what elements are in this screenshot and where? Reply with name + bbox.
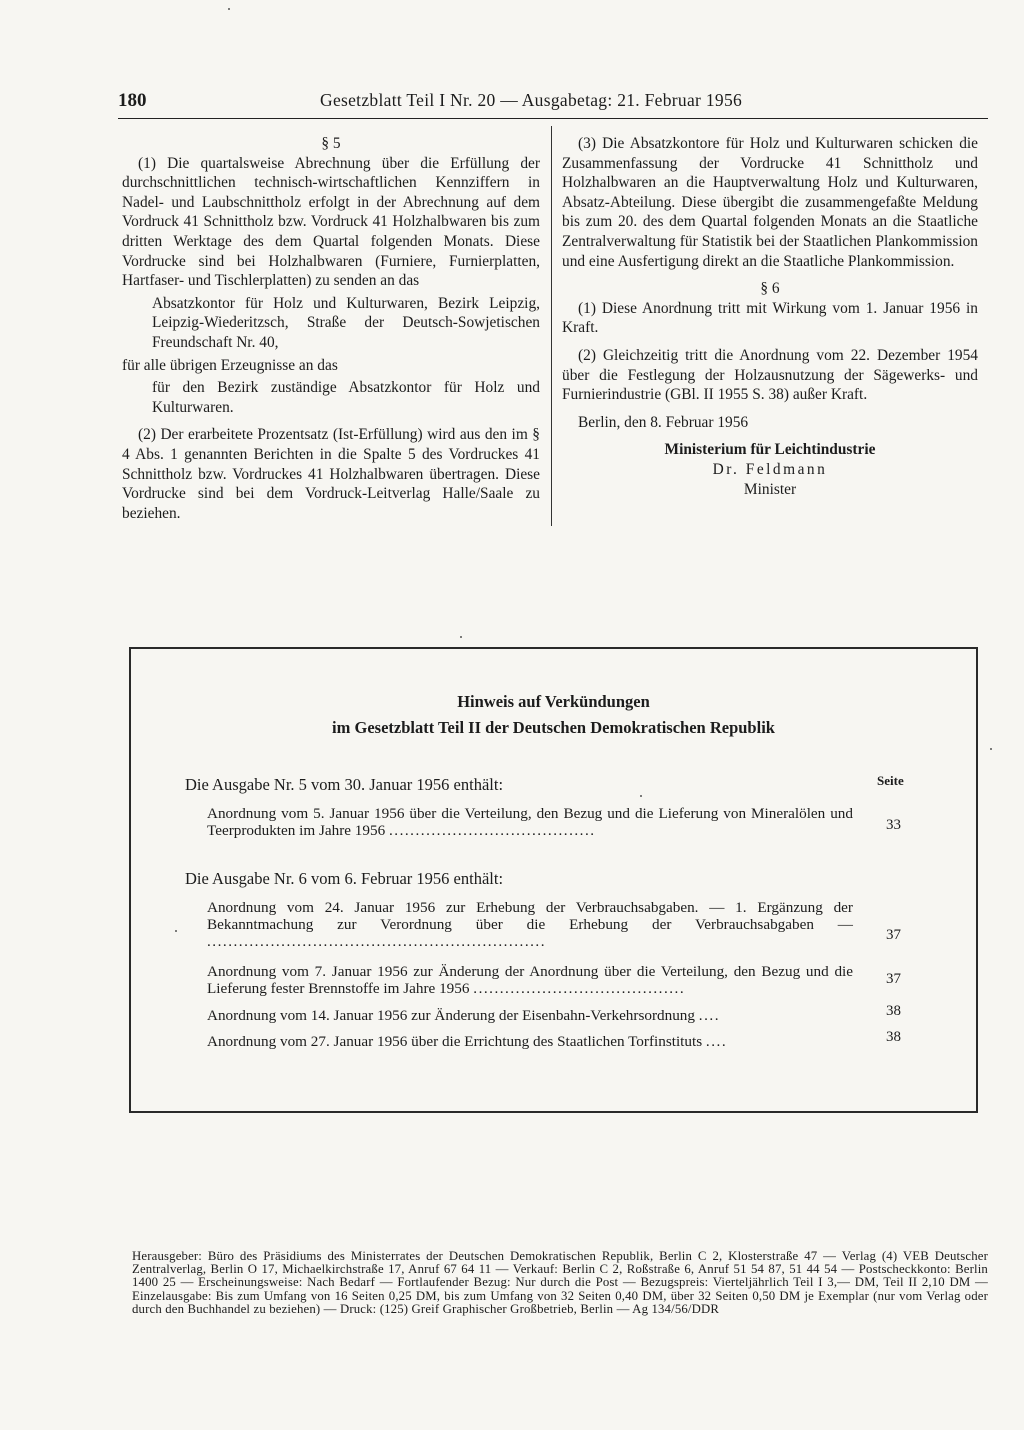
notice-box <box>129 647 978 1113</box>
page-number: 180 <box>118 90 147 111</box>
notice-entry-text: Anordnung vom 14. Januar 1956 zur Änderung der Eisenbahn-Verkehrsordnung <box>207 1007 695 1024</box>
running-title: Gesetzblatt Teil I Nr. 20 — Ausgabetag: 21. Februar 1956 <box>320 90 743 110</box>
left-column <box>122 134 540 523</box>
imprint-footer: Herausgeber: Büro des Präsidiums des Ministerrates der Deutschen Demokratischen Republik, Berlin C 2, Klosterstraße 47 — Verlag (4) VEB Deutscher Zentralverlag, Berlin O 17, Michaelkirchstraße 17, Anruf 67 64 11 — Verkauf: Berlin C 2, Roßstraße 6, Anruf 51 54 87, 51 44 54 — Postscheckkonto: Berlin 1400 25 — Erscheinungsweise: Nach Bedarf — Fortlaufender Bezug: Nur durch die Post — Bezugspreis: Vierteljährlich Teil I 3,— DM, Teil II 2,10 DM — Einzelausgabe: Bis zum Umfang von 16 Seiten 0,25 DM, bis zum Umfang von 32 Seiten 0,40 DM, über 32 Seiten 0,50 DM je Exemplar (nur vom Verlag oder durch den Buchhandel zu beziehen) — Druck: (125) Greif Graphischer Großbetrieb, Berlin — Ag 134/56/DDR <box>132 1249 988 1316</box>
print-speck <box>228 8 230 10</box>
right-column <box>562 134 978 499</box>
notice-entry-page: 38 <box>886 1003 901 1019</box>
paragraph-6-2: (2) Gleichzeitig tritt die Anordnung vom 22. Dezember 1954 über die Festlegung der Holzausnutzung der Sägewerks- und Furnierindustrie (GBl. II 1955 S. 38) außer Kraft. <box>562 346 978 404</box>
column-divider <box>551 126 552 526</box>
notice-title <box>131 689 976 741</box>
address-leipzig: Absatzkontor für Holz und Kulturwaren, Bezirk Leipzig, Leipzig-Wiederitzsch, Straße der Deutsch-Sowjetischen Freundschaft Nr. 40, <box>152 294 540 351</box>
seite-label: Seite <box>877 773 904 788</box>
issue-heading-6: Die Ausgabe Nr. 6 vom 6. Februar 1956 enthält: <box>185 869 504 888</box>
section-heading-5: § 5 <box>321 135 341 152</box>
paragraph-other-products: für alle übrigen Erzeugnisse an das <box>122 356 338 374</box>
print-speck <box>460 636 462 638</box>
page-header <box>118 90 988 114</box>
print-speck <box>175 930 177 932</box>
notice-title-line-1: Hinweis auf Verkündungen <box>457 692 650 711</box>
notice-entry: Anordnung vom 14. Januar 1956 zur Änderung der Eisenbahn-Verkehrsordnung .... <box>207 1007 720 1024</box>
notice-entry-text: Anordnung vom 24. Januar 1956 zur Erhebung der Verbrauchsabgaben. — 1. Ergänzung der Bekanntmachung zur Verordnung über die Erhebung der Verbrauchsabgaben — <box>207 899 853 933</box>
notice-entry-text: Anordnung vom 5. Januar 1956 über die Verteilung, den Bezug und die Lieferung von Mineralölen und Teerprodukten im Jahre 1956 <box>207 805 853 839</box>
header-rule <box>118 118 988 119</box>
notice-entry-text: Anordnung vom 7. Januar 1956 zur Änderung der Anordnung über die Verteilung, den Bezug und die Lieferung fester Brennstoffe im Jahre 1956 <box>207 963 853 997</box>
date-line: Berlin, den 8. Februar 1956 <box>578 413 749 431</box>
notice-entry: Anordnung vom 27. Januar 1956 über die Errichtung des Staatlichen Torfinstituts .... <box>207 1033 728 1050</box>
signer-title: Minister <box>743 480 797 498</box>
notice-entry-text: Anordnung vom 27. Januar 1956 über die Errichtung des Staatlichen Torfinstituts <box>207 1033 703 1050</box>
print-speck <box>990 748 992 750</box>
print-speck <box>640 795 642 797</box>
signer-name: Dr. Feldmann <box>712 460 828 478</box>
section-heading-6: § 6 <box>760 280 780 298</box>
paragraph-6-1: (1) Diese Anordnung tritt mit Wirkung vom 1. Januar 1956 in Kraft. <box>562 299 978 337</box>
notice-entry-page: 37 <box>886 927 901 943</box>
notice-entry-page: 33 <box>886 817 901 833</box>
notice-entry: Anordnung vom 7. Januar 1956 zur Änderung der Anordnung über die Verteilung, den Bezug und die Lieferung fester Brennstoffe im Jahre 1956 ........................................ <box>207 963 853 997</box>
notice-entry: Anordnung vom 5. Januar 1956 über die Verteilung, den Bezug und die Lieferung von Mineralölen und Teerprodukten im Jahre 1956 ....................................... <box>207 805 853 839</box>
notice-title-line-2: im Gesetzblatt Teil II der Deutschen Demokratischen Republik <box>332 718 775 737</box>
paragraph-5-1: (1) Die quartalsweise Abrechnung über die Erfüllung der durchschnittlichen technisch-wirtschaftlichen Kennziffern in Nadel- und Laubschnittholz erfolgt in der Abrechnung auf dem Vordruck 41 Schnittholz bzw. Vordruck 41 Holzhalbwaren bis zum dritten Werktage des dem Quartal folgenden Monats. Diese Vordrucke sind bei Holzhalbwaren (Furniere, Furnierplatten, Hartfaser- und Tischlerplatten) zu senden an das <box>122 154 540 290</box>
paragraph-5-2: (2) Der erarbeitete Prozentsatz (Ist-Erfüllung) wird aus den im § 4 Abs. 1 genannten Berichten in die Spalte 5 des Vordruckes 41 Schnittholz bzw. Vordruckes 41 Holzhalbwaren übertragen. Diese Vordrucke sind bei dem Vordruck-Leitverlag Halle/Saale zu beziehen. <box>122 426 540 522</box>
notice-entry-page: 38 <box>886 1029 901 1045</box>
notice-entry: Anordnung vom 24. Januar 1956 zur Erhebung der Verbrauchsabgaben. — 1. Ergänzung der Bekanntmachung zur Verordnung über die Erhebung der Verbrauchsabgaben — ................................................................ <box>207 899 853 950</box>
ministry-name: Ministerium für Leichtindustrie <box>664 441 876 459</box>
address-district: für den Bezirk zuständige Absatzkontor für Holz und Kulturwaren. <box>152 379 540 416</box>
paragraph-5-3: (3) Die Absatzkontore für Holz und Kulturwaren schicken die Zusammenfassung der Vordrucke 41 Schnittholz und Holzhalbwaren an die Hauptverwaltung Holz und Kulturwaren, Absatz-Abteilung. Diese übergibt die zusammengefaßte Meldung bis zum 20. des dem Quartal folgenden Monats an die Staatliche Zentralverwaltung für Statistik bei der Staatlichen Plankommission und eine Ausfertigung direkt an die Staatliche Plankommission. <box>562 135 978 270</box>
issue-heading-5: Die Ausgabe Nr. 5 vom 30. Januar 1956 enthält: <box>185 775 504 794</box>
notice-entry-page: 37 <box>886 971 901 987</box>
